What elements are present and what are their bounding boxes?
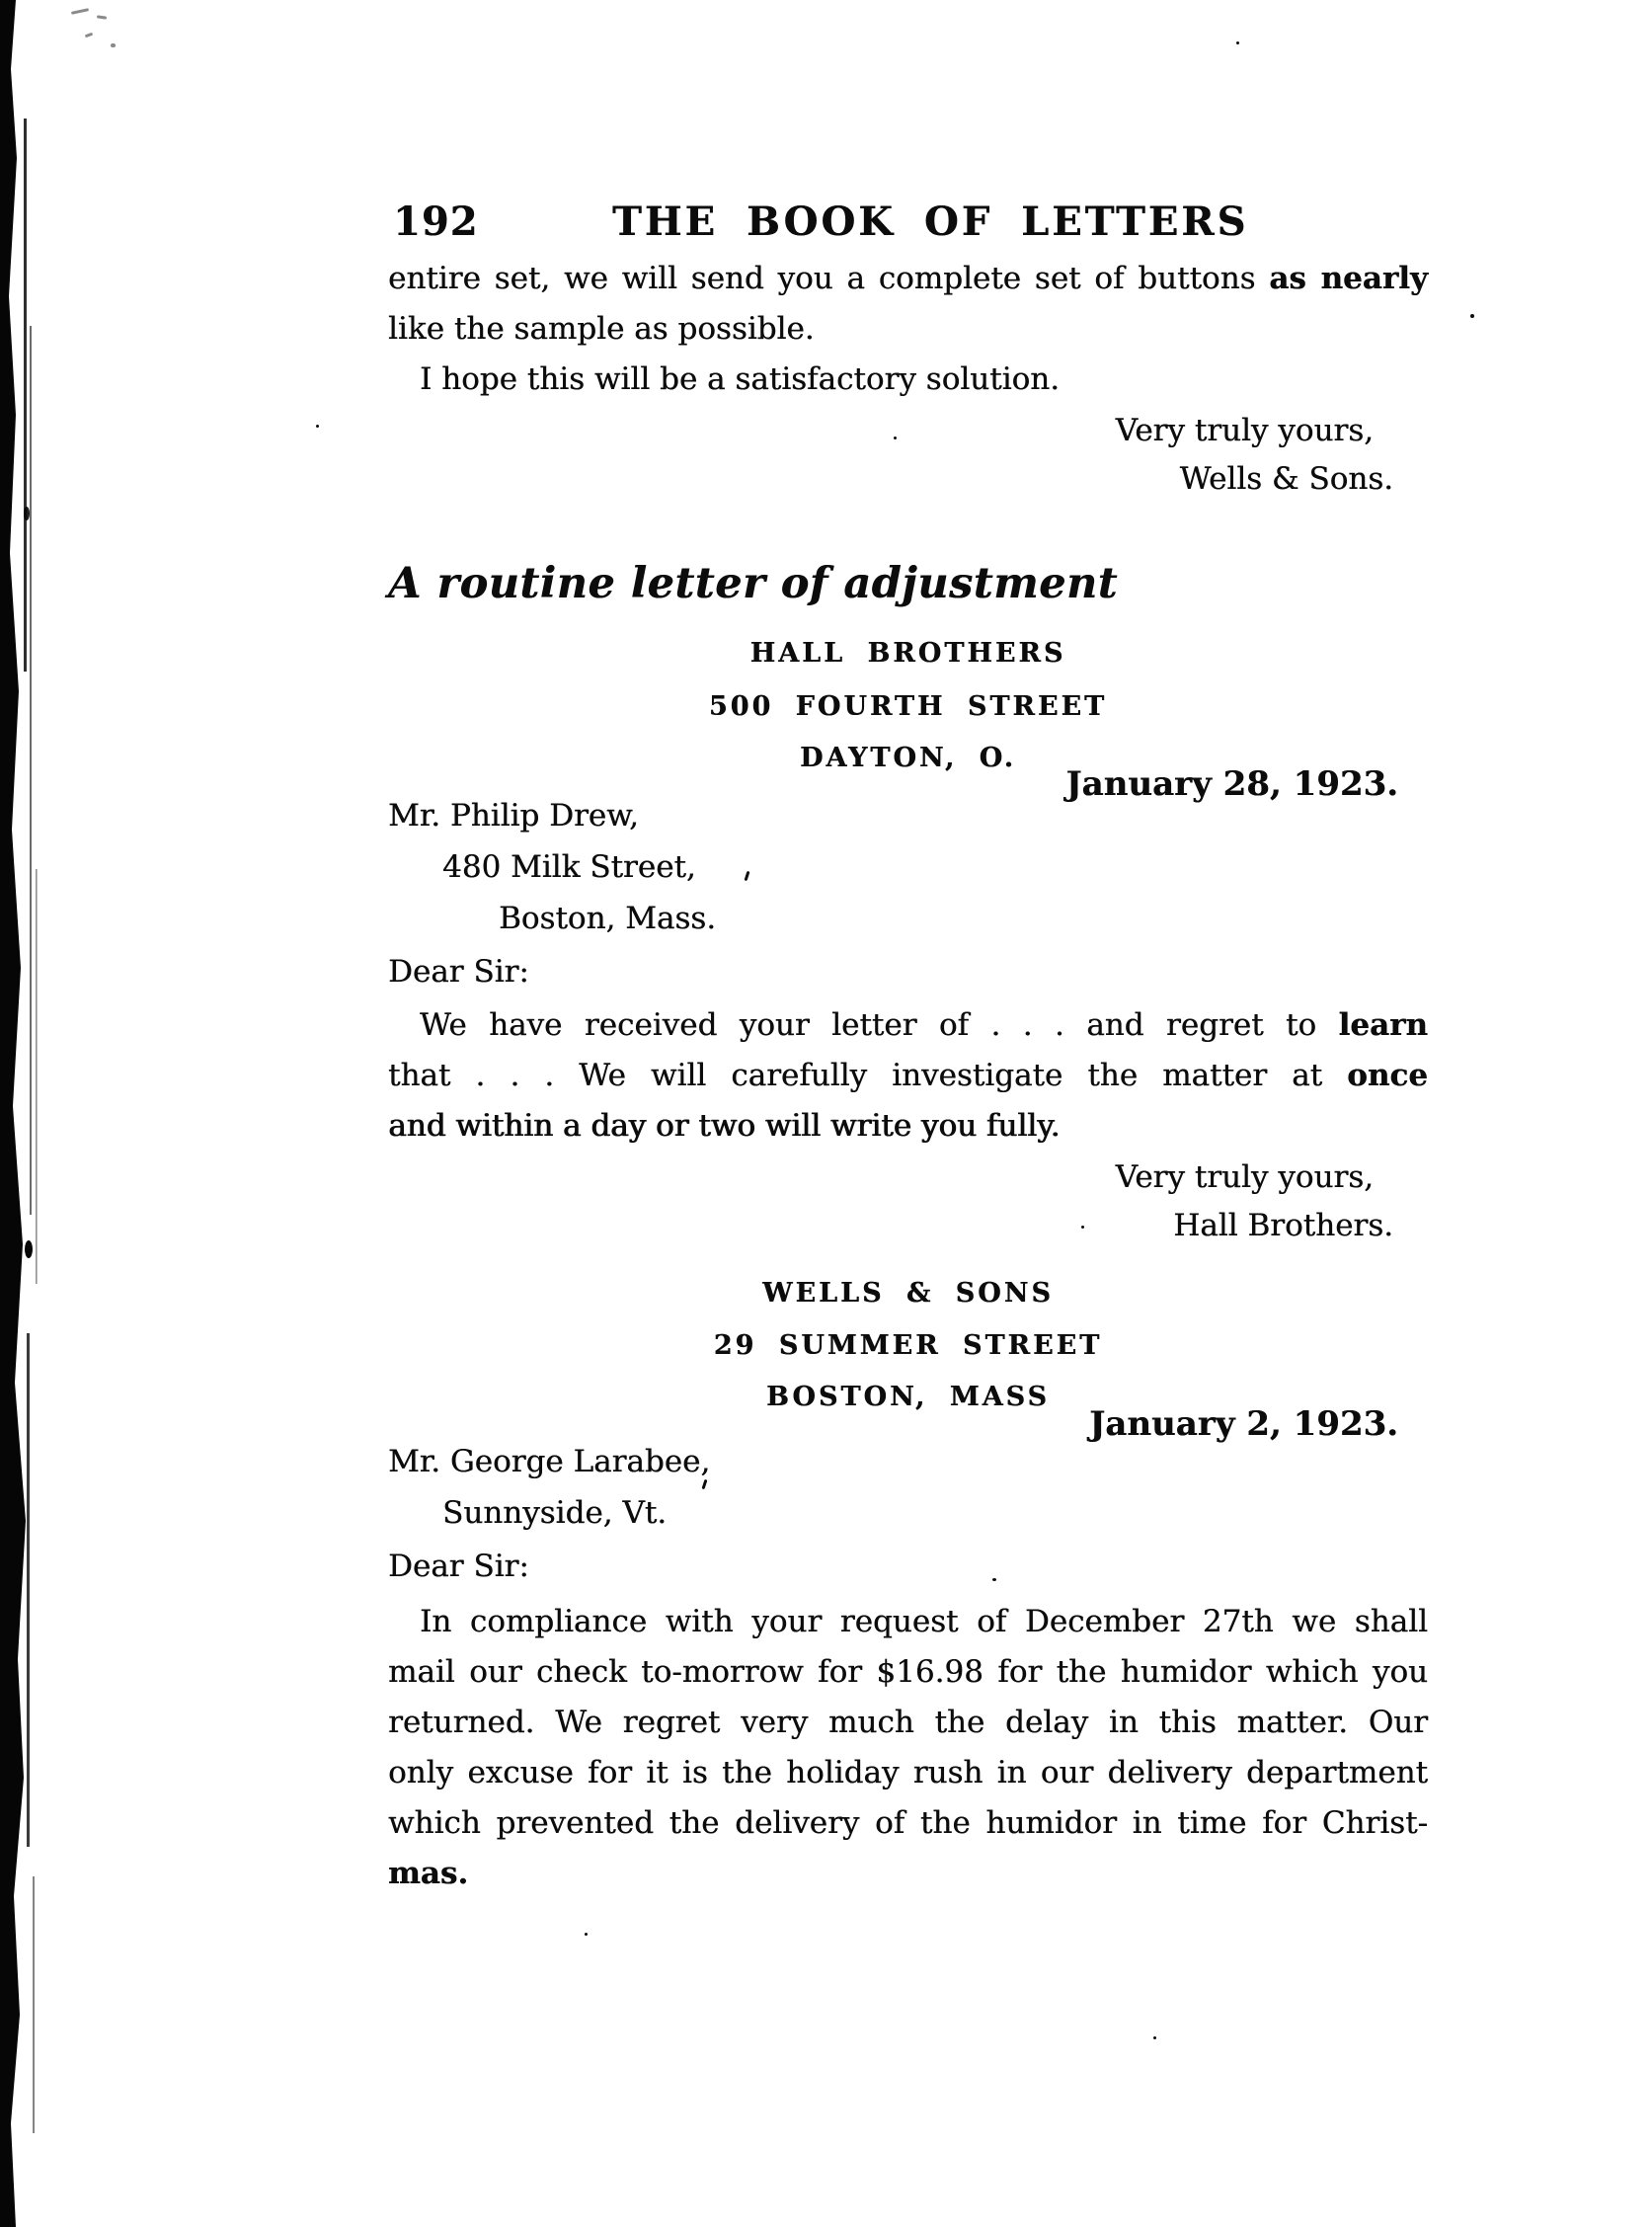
scan-binding-artifact	[0, 0, 59, 2227]
paragraph-line: mas.	[388, 1856, 469, 1891]
body-text-dark: once	[1347, 1058, 1428, 1093]
body-text: that . . . We will carefully investigate the matter at	[388, 1058, 1348, 1093]
closing-line: Very truly yours,	[1115, 413, 1374, 448]
pencil-mark	[71, 8, 89, 15]
signature-line: Hall Brothers.	[1173, 1208, 1393, 1243]
address-line: Mr. George Larabee,	[388, 1444, 711, 1479]
pencil-mark	[85, 33, 94, 39]
scan-speck	[1081, 1226, 1084, 1229]
letterhead-line: HALL BROTHERS	[749, 638, 1066, 669]
paragraph-line: mail our check to-morrow for $16.98 for the humidor which you	[388, 1654, 1428, 1690]
body-text-dark: learn	[1338, 1007, 1428, 1043]
scan-speck	[992, 1578, 996, 1581]
page-header	[388, 196, 1428, 247]
letterhead-line: 29 SUMMER STREET	[713, 1330, 1103, 1361]
body-text: We have received your letter of . . . and regret to	[420, 1007, 1339, 1043]
body-text: entire set, we will send you a complete set of buttons	[388, 261, 1270, 296]
scan-speck	[316, 425, 319, 428]
scan-speck	[1153, 2036, 1156, 2039]
address-line: 480 Milk Street,	[442, 849, 696, 885]
closing-line: Very truly yours,	[1115, 1159, 1374, 1195]
paragraph-line	[388, 259, 1428, 300]
address-line: Mr. Philip Drew,	[388, 798, 639, 834]
letterhead-line: DAYTON, O.	[800, 743, 1016, 773]
letterhead-line: 500 FOURTH STREET	[708, 691, 1108, 722]
page-number: 192	[393, 199, 479, 245]
paragraph-line: which prevented the delivery of the humidor in time for Christ-	[388, 1805, 1428, 1841]
paragraph-line: returned. We regret very much the delay in this matter. Our	[388, 1705, 1428, 1740]
paragraph-line: and within a day or two will write you fully.	[388, 1108, 1061, 1144]
letterhead-line: BOSTON, MASS	[766, 1382, 1050, 1412]
salutation: Dear Sir:	[388, 1549, 529, 1584]
scan-speck	[1470, 314, 1474, 318]
address-line: Sunnyside, Vt.	[442, 1495, 668, 1531]
section-heading: A routine letter of adjustment	[388, 559, 1119, 608]
signature-line: Wells & Sons.	[1179, 461, 1393, 497]
scan-speck	[894, 437, 897, 439]
address-line: Boston, Mass.	[499, 901, 717, 936]
scan-speck	[585, 1933, 588, 1936]
date-line: January 28, 1923.	[1065, 764, 1398, 804]
scan-speck	[1236, 41, 1239, 44]
letterhead-line: WELLS & SONS	[762, 1278, 1054, 1309]
paragraph-line: like the sample as possible.	[388, 311, 815, 347]
body-text-dark: as nearly	[1269, 261, 1428, 296]
paragraph-line: only excuse for it is the holiday rush in our delivery department	[388, 1755, 1428, 1790]
paragraph-line: In compliance with your request of December 27th we shall	[420, 1604, 1428, 1639]
date-line: January 2, 1923.	[1089, 1404, 1398, 1444]
running-title: THE BOOK OF LETTERS	[612, 199, 1249, 245]
paragraph-line	[388, 1056, 1428, 1097]
pencil-mark	[111, 43, 116, 47]
paragraph-line	[388, 1005, 1428, 1047]
paragraph-line: I hope this will be a satisfactory solution.	[420, 361, 1060, 397]
pencil-mark	[97, 15, 107, 19]
salutation: Dear Sir:	[388, 954, 529, 990]
